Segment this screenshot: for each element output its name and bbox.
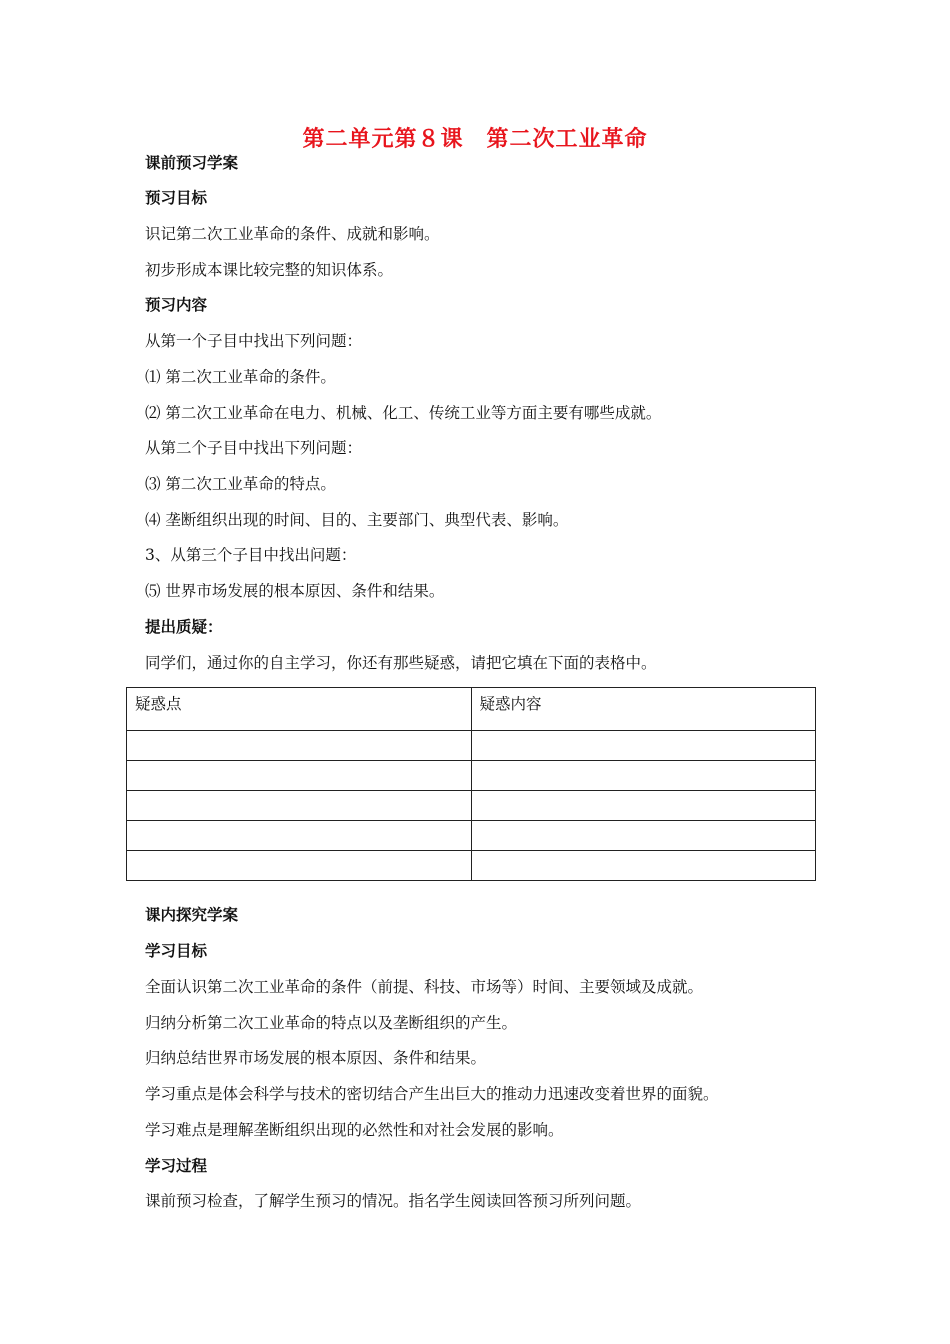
questions-intro: 同学们，通过你的自主学习，你还有那些疑惑，请把它填在下面的表格中。 [145,654,657,672]
in-class-goal-item: 学习难点是理解垄断组织出现的必然性和对社会发展的影响。 [145,1121,564,1139]
table-cell[interactable] [471,731,816,761]
process-item: 课前预习检查，了解学生预习的情况。指名学生阅读回答预习所列问题。 [145,1192,642,1210]
table-cell[interactable] [127,761,472,791]
doubt-table [126,687,816,881]
in-class-goal-item: 学习重点是体会科学与技术的密切结合产生出巨大的推动力迅速改变着世界的面貌。 [145,1085,719,1103]
table-row [127,761,816,791]
subheading-pre-study-content: 预习内容 [145,296,208,314]
table-row [127,821,816,851]
pre-study-content-item: ⑸ 世界市场发展的根本原因、条件和结果。 [145,582,445,600]
table-cell[interactable] [127,791,472,821]
table-row [127,731,816,761]
subheading-process: 学习过程 [145,1157,208,1175]
page-title: 第二单元第８课 第二次工业革命 [302,127,648,152]
table-cell[interactable] [127,731,472,761]
table-cell[interactable] [471,791,816,821]
table-header-cell: 疑惑内容 [471,688,816,731]
in-class-goal-item: 全面认识第二次工业革命的条件（前提、科技、市场等）时间、主要领域及成就。 [145,978,704,996]
table-cell[interactable] [127,821,472,851]
pre-study-content-item: ⑶ 第二次工业革命的特点。 [145,475,336,493]
pre-study-content-item: ⑴ 第二次工业革命的条件。 [145,368,336,386]
in-class-goal-item: 归纳分析第二次工业革命的特点以及垄断组织的产生。 [145,1014,518,1032]
table-cell[interactable] [127,851,472,881]
table-cell[interactable] [471,761,816,791]
table-row [127,791,816,821]
pre-study-goal-item: 识记第二次工业革命的条件、成就和影响。 [145,225,440,243]
subheading-pre-study-goals: 预习目标 [145,189,208,207]
section-heading-in-class: 课内探究学案 [145,906,239,924]
pre-study-goal-item: 初步形成本课比较完整的知识体系。 [145,261,394,279]
pre-study-content-item: 3、从第三个子目中找出问题： [145,546,357,564]
table-header-cell: 疑惑点 [127,688,472,731]
subheading-in-class-goals: 学习目标 [145,942,208,960]
subheading-questions: 提出质疑： [145,618,223,636]
pre-study-content-item: ⑵ 第二次工业革命在电力、机械、化工、传统工业等方面主要有哪些成就。 [145,404,662,422]
table-row [127,851,816,881]
pre-study-content-item: 从第二个子目中找出下列问题： [145,439,363,457]
in-class-goal-item: 归纳总结世界市场发展的根本原因、条件和结果。 [145,1049,487,1067]
section-heading-pre-study: 课前预习学案 [145,154,239,172]
table-header-row [127,688,816,731]
table-cell[interactable] [471,851,816,881]
pre-study-content-item: 从第一个子目中找出下列问题： [145,332,363,350]
pre-study-content-item: ⑷ 垄断组织出现的时间、目的、主要部门、典型代表、影响。 [145,511,569,529]
table-cell[interactable] [471,821,816,851]
